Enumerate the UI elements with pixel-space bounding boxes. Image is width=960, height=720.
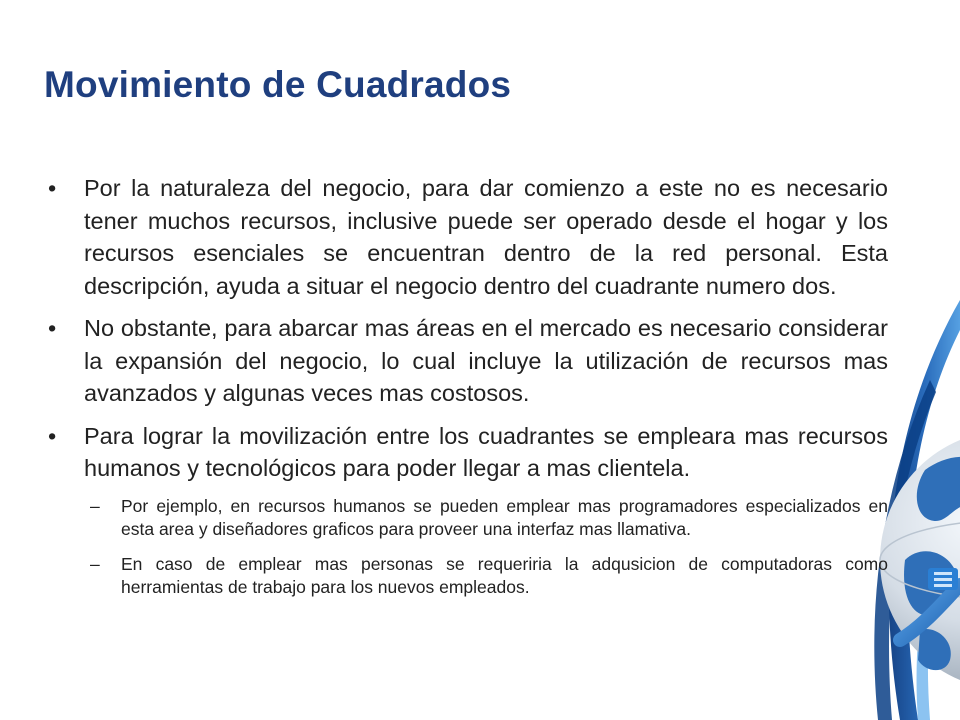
bullet-marker: •: [48, 422, 57, 449]
bullet-text: Por la naturaleza del negocio, para dar comienzo a este no es necesario tener muchos recursos, inclusive puede ser operado desde el hogar y los recursos esenciales se encuentran dentro de la red personal. Esta descripción, ayuda a situar el negocio dentro del cuadrante numero dos.: [84, 175, 888, 299]
bullet-item-2: [44, 312, 888, 410]
bullet-marker: •: [48, 315, 57, 341]
sub-bullet-text: Por ejemplo, en recursos humanos se pueden emplear mas programadores especializados en esta area y diseñadores graficos para proveer una interfaz mas llamativa.: [121, 495, 888, 539]
slide-content: [44, 172, 888, 611]
sub-bullet-marker: –: [90, 495, 100, 516]
sub-bullet-marker: –: [90, 553, 100, 574]
sub-bullet-text: En caso de emplear mas personas se requeriria la adqusicion de computadoras como herramientas de trabajo para los nuevos empleados.: [121, 553, 888, 597]
slide-title: Movimiento de Cuadrados: [44, 64, 512, 105]
bullet-text: No obstante, para abarcar mas áreas en el mercado es necesario considerar la expansión del negocio, lo cual incluye la utilización de recursos mas avanzados y algunas veces mas costosos.: [84, 315, 888, 406]
sub-bullet-item-1: [44, 495, 888, 541]
bullet-marker: •: [48, 175, 57, 201]
bullet-item-3: [44, 420, 888, 485]
bullet-item-1: [44, 172, 888, 302]
bullet-text: Para lograr la movilización entre los cuadrantes se empleara mas recursos humanos y tecnológicos para poder llegar a mas clientela.: [84, 422, 888, 481]
sub-bullet-item-2: [44, 553, 888, 599]
